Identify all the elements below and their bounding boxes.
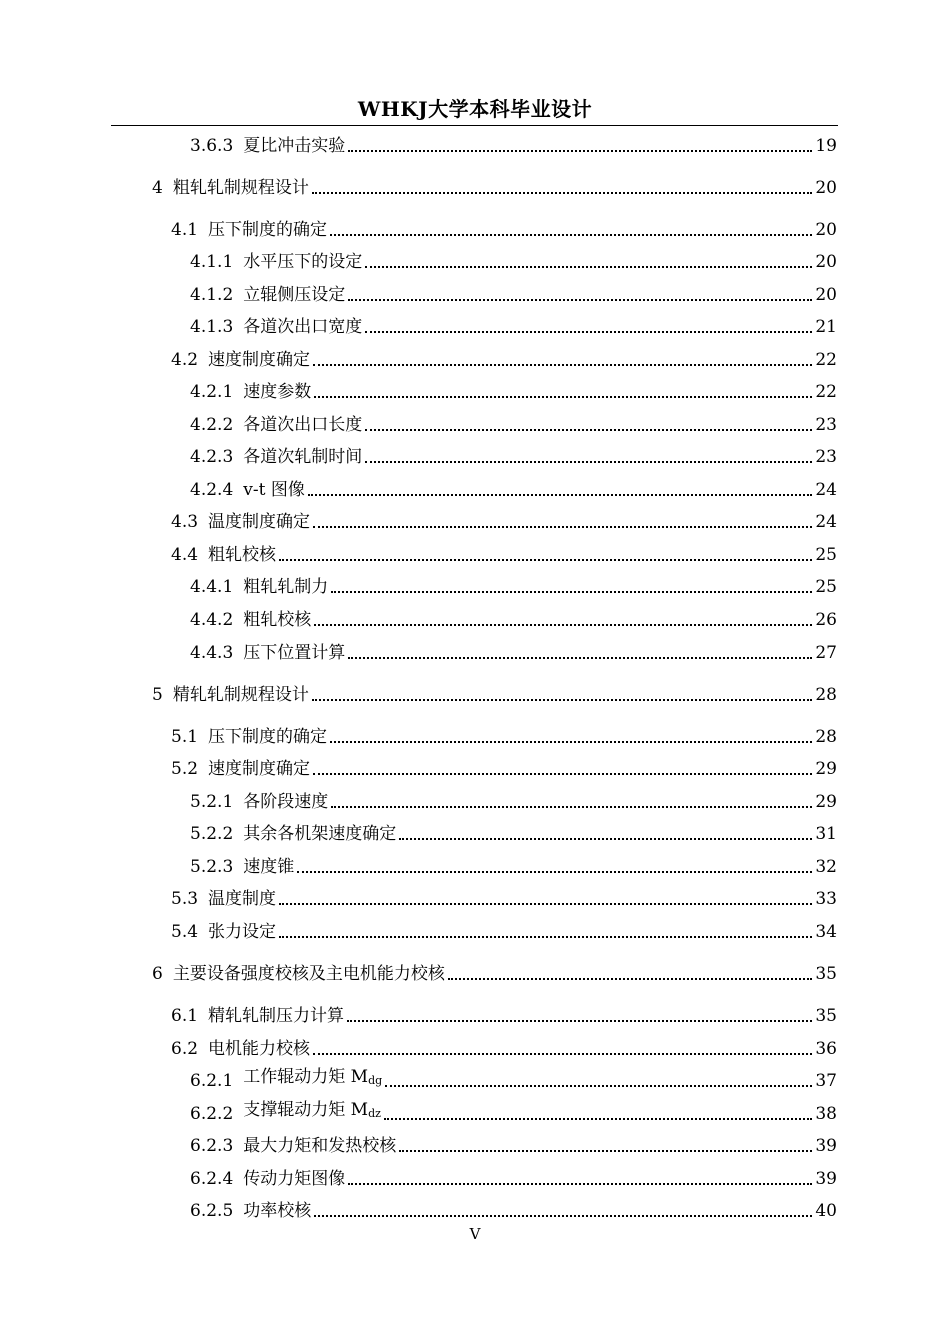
toc-entry-number: 4.1.1 [190, 252, 234, 272]
toc-dot-leader [330, 234, 812, 236]
toc-entry-title-text: v-t 图像 [243, 480, 305, 500]
toc-entry-number: 5 [152, 685, 163, 705]
toc-dot-leader [348, 299, 812, 301]
toc-entry-title-text: 立辊侧压设定 [243, 285, 346, 305]
toc-entry-number: 4.4.3 [190, 643, 234, 663]
toc-entry-number: 5.2 [171, 759, 199, 779]
toc-entry-number: 4.2.3 [190, 447, 234, 467]
toc-entry-number: 4.2.4 [190, 480, 234, 500]
toc-entry-number: 6.2.1 [190, 1071, 234, 1091]
toc-dot-leader [314, 624, 812, 626]
toc-entry-page: 39 [815, 1136, 837, 1156]
toc-entry-number: 6.2.2 [190, 1104, 234, 1124]
toc-entry-number: 4.1.3 [190, 317, 234, 337]
toc-entry[interactable] [190, 788, 837, 812]
toc-entry-title-text: 速度参数 [243, 382, 312, 402]
toc-entry-number: 5.2.1 [190, 792, 234, 812]
toc-dot-leader [347, 1020, 812, 1022]
page-number: V [469, 1225, 481, 1243]
toc-entry-number: 5.4 [171, 922, 199, 942]
toc-entry-number: 5.2.3 [190, 857, 234, 877]
toc-entry-page: 25 [815, 577, 837, 597]
toc-entry-number: 4.1 [171, 220, 199, 240]
toc-entry-number: 6.2.5 [190, 1201, 234, 1221]
toc-entry-title [173, 964, 445, 984]
toc-entry-number: 4.1.2 [190, 285, 234, 305]
toc-entry-title [243, 577, 328, 597]
toc-dot-leader [313, 364, 812, 366]
toc-entry-title-text: 速度制度确定 [208, 759, 311, 779]
toc-entry-number: 4.2.2 [190, 415, 234, 435]
toc-entry-title-text: 速度制度确定 [208, 350, 311, 370]
toc-dot-leader [348, 1183, 812, 1185]
toc-dot-leader [314, 396, 812, 398]
toc-entry-title [243, 1136, 396, 1156]
toc-entry-title-text: 夏比冲击实验 [243, 136, 346, 156]
toc-entry[interactable] [171, 541, 837, 565]
toc-entry-page: 28 [815, 685, 837, 705]
toc-entry-number: 5.3 [171, 889, 199, 909]
toc-entry[interactable] [190, 443, 837, 467]
toc-entry-title [208, 922, 276, 942]
toc-entry[interactable] [190, 1067, 837, 1091]
toc-entry-number: 4.2.1 [190, 382, 234, 402]
toc-dot-leader [365, 461, 812, 463]
toc-entry-title-text: 压下制度的确定 [208, 220, 328, 240]
toc-entry-title-text: 温度制度 [208, 889, 277, 909]
toc-entry[interactable] [190, 411, 837, 435]
toc-entry[interactable] [171, 885, 837, 909]
toc-entry-page: 28 [815, 727, 837, 747]
toc-entry[interactable] [190, 1132, 837, 1156]
page-header-title: WHKJ大学本科毕业设计 [357, 97, 593, 121]
toc-entry-page: 23 [815, 415, 837, 435]
toc-entry-number: 6.2.4 [190, 1169, 234, 1189]
toc-entry-title [208, 1039, 310, 1059]
toc-entry-title-text: 主要设备强度校核及主电机能力校核 [172, 964, 445, 984]
toc-dot-leader [313, 526, 812, 528]
toc-entry-number: 4.2 [171, 350, 199, 370]
toc-entry-number: 4.4 [171, 545, 199, 565]
toc-entry-number: 5.2.2 [190, 824, 234, 844]
toc-entry[interactable] [152, 960, 837, 984]
toc-dot-leader [312, 699, 813, 701]
toc-entry-number: 6.2.3 [190, 1136, 234, 1156]
toc-dot-leader [365, 266, 812, 268]
toc-entry-page: 27 [815, 643, 837, 663]
toc-dot-leader [314, 1215, 812, 1217]
toc-entry-number: 6.2 [171, 1039, 199, 1059]
toc-entry-page: 35 [815, 1006, 837, 1026]
toc-entry[interactable] [152, 174, 837, 198]
toc-entry-title-text: 各阶段速度 [243, 792, 329, 812]
toc-entry-page: 36 [815, 1039, 837, 1059]
toc-dot-leader [348, 150, 812, 152]
toc-dot-leader [308, 494, 813, 496]
toc-entry-subscript: dg [368, 1074, 383, 1087]
toc-dot-leader [279, 559, 812, 561]
toc-entry[interactable] [190, 853, 837, 877]
toc-entry-page: 39 [815, 1169, 837, 1189]
toc-entry-page: 23 [815, 447, 837, 467]
toc-entry-title [243, 252, 362, 272]
toc-entry-title [208, 350, 310, 370]
toc-entry[interactable] [190, 1197, 837, 1221]
toc-entry-number: 3.6.3 [190, 136, 234, 156]
toc-dot-leader [330, 741, 812, 743]
toc-entry-title-text: 功率校核 [243, 1201, 312, 1221]
toc-dot-leader [297, 871, 812, 873]
toc-entry-page: 35 [815, 964, 837, 984]
toc-entry[interactable] [190, 639, 837, 663]
toc-entry-title [173, 685, 309, 705]
toc-entry-page: 37 [815, 1071, 837, 1091]
toc-entry-page: 24 [815, 480, 837, 500]
toc-entry-number: 6.1 [171, 1006, 199, 1026]
toc-entry-title [208, 1006, 344, 1026]
toc-entry-title [243, 1169, 345, 1189]
toc-dot-leader [399, 838, 812, 840]
toc-entry-page: 29 [815, 759, 837, 779]
toc-entry-title-text: 粗轧校核 [208, 545, 277, 565]
toc-entry[interactable] [171, 723, 837, 747]
toc-entry-page: 22 [815, 382, 837, 402]
toc-entry-page: 38 [815, 1104, 837, 1124]
toc-entry-page: 29 [815, 792, 837, 812]
toc-entry-title [208, 220, 327, 240]
toc-entry-title-text: 最大力矩和发热校核 [243, 1136, 397, 1156]
toc-entry-title-text: 张力设定 [208, 922, 277, 942]
toc-entry-title-text: 粗轧校核 [243, 610, 312, 630]
toc-dot-leader [313, 1053, 812, 1055]
toc-entry-page: 19 [815, 136, 837, 156]
toc-entry-title [243, 610, 311, 630]
toc-entry-title [173, 178, 309, 198]
toc-entry-page: 24 [815, 512, 837, 532]
toc-entry-page: 21 [815, 317, 837, 337]
toc-dot-leader [385, 1085, 812, 1087]
toc-entry[interactable] [171, 918, 837, 942]
toc-entry-title-text: 粗轧轧制规程设计 [172, 178, 309, 198]
toc-entry-number: 4 [152, 178, 163, 198]
toc-entry-subscript: dz [368, 1107, 381, 1120]
toc-entry-title [243, 1100, 381, 1124]
toc-entry-page: 33 [815, 889, 837, 909]
toc-entry[interactable] [190, 1100, 837, 1124]
toc-dot-leader [448, 978, 813, 980]
toc-entry-number: 4.4.1 [190, 577, 234, 597]
toc-entry-number: 4.3 [171, 512, 199, 532]
toc-entry-title [243, 317, 362, 337]
toc-entry-title-text: 速度锥 [243, 857, 295, 877]
toc-entry[interactable] [171, 1035, 837, 1059]
toc-entry-title-text: 精轧轧制压力计算 [208, 1006, 345, 1026]
toc-entry[interactable] [190, 1165, 837, 1189]
toc-entry-title-text: 各道次轧制时间 [243, 447, 363, 467]
toc-entry[interactable] [171, 1002, 837, 1026]
toc-entry-page: 20 [815, 252, 837, 272]
toc-entry-title [243, 1201, 311, 1221]
toc-dot-leader [312, 192, 813, 194]
toc-entry[interactable] [171, 755, 837, 779]
toc-entry-page: 20 [815, 285, 837, 305]
toc-entry-title [243, 824, 396, 844]
toc-entry-title [243, 136, 345, 156]
toc-entry-title [208, 759, 310, 779]
toc-entry[interactable] [190, 132, 837, 156]
toc-entry-title [243, 1067, 382, 1091]
toc-entry-title-text: 精轧轧制规程设计 [172, 685, 309, 705]
toc-entry-title-text: 压下位置计算 [243, 643, 346, 663]
toc-entry-title [208, 889, 276, 909]
toc-dot-leader [365, 331, 812, 333]
toc-entry[interactable] [190, 606, 837, 630]
toc-entry-page: 22 [815, 350, 837, 370]
toc-dot-leader [348, 657, 812, 659]
toc-entry-title-text: 传动力矩图像 [243, 1169, 346, 1189]
toc-entry-title [243, 382, 311, 402]
toc-entry-title-text: 支撑辊动力矩 M [243, 1100, 369, 1120]
toc-dot-leader [279, 903, 812, 905]
toc-entry-title [243, 447, 362, 467]
toc-entry-title-text: 各道次出口宽度 [243, 317, 363, 337]
toc-entry-page: 20 [815, 220, 837, 240]
toc-entry-page: 31 [815, 824, 837, 844]
toc-entry[interactable] [171, 508, 837, 532]
toc-entry-title-text: 工作辊动力矩 M [243, 1067, 369, 1087]
toc-entry-title [243, 415, 362, 435]
toc-entry-number: 5.1 [171, 727, 199, 747]
toc-entry-title [243, 285, 345, 305]
toc-entry[interactable] [190, 820, 837, 844]
toc-entry[interactable] [190, 313, 837, 337]
toc-entry[interactable] [190, 248, 837, 272]
header-divider [111, 125, 838, 126]
toc-entry[interactable] [190, 378, 837, 402]
toc-entry-page: 26 [815, 610, 837, 630]
toc-entry-number: 4.4.2 [190, 610, 234, 630]
toc-entry[interactable] [171, 216, 837, 240]
toc-entry-page: 40 [815, 1201, 837, 1221]
toc-entry[interactable] [152, 681, 837, 705]
toc-entry-title [208, 545, 276, 565]
toc-entry-page: 34 [815, 922, 837, 942]
toc-dot-leader [384, 1118, 812, 1120]
toc-entry-number: 6 [152, 964, 163, 984]
toc-entry-title-text: 其余各机架速度确定 [243, 824, 397, 844]
toc-entry-title [208, 512, 310, 532]
toc-entry-title-text: 粗轧轧制力 [243, 577, 329, 597]
toc-entry-title-text: 电机能力校核 [208, 1039, 311, 1059]
toc-entry[interactable] [190, 281, 837, 305]
toc-entry[interactable] [190, 573, 837, 597]
toc-entry-title-text: 压下制度的确定 [208, 727, 328, 747]
toc-entry[interactable] [190, 476, 837, 500]
toc-entry-title-text: 水平压下的设定 [243, 252, 363, 272]
toc-entry-title-text: 温度制度确定 [208, 512, 311, 532]
toc-dot-leader [313, 773, 812, 775]
toc-entry-page: 32 [815, 857, 837, 877]
toc-entry-page: 20 [815, 178, 837, 198]
toc-dot-leader [365, 429, 812, 431]
toc-entry-title [243, 857, 294, 877]
toc-entry-title-text: 各道次出口长度 [243, 415, 363, 435]
toc-entry[interactable] [171, 346, 837, 370]
toc-entry-title [208, 727, 327, 747]
toc-entry-page: 25 [815, 545, 837, 565]
toc-dot-leader [399, 1150, 812, 1152]
toc-entry-title [243, 792, 328, 812]
toc-dot-leader [331, 591, 812, 593]
toc-entry-title [243, 643, 345, 663]
toc-dot-leader [331, 806, 812, 808]
toc-dot-leader [279, 936, 812, 938]
toc-entry-title [243, 480, 305, 500]
